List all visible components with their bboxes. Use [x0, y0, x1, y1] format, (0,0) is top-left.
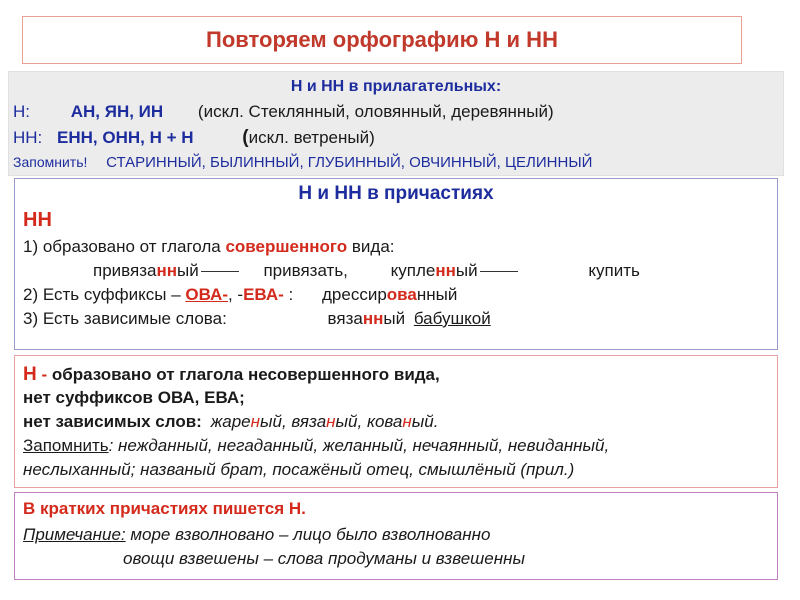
- single-n-label: Н: [23, 364, 37, 385]
- participles-nn-heading: НН: [23, 209, 52, 231]
- ex3-nn: нн: [416, 285, 436, 304]
- ex4-end: ый: [383, 309, 406, 328]
- title-box: [22, 16, 742, 64]
- ex2-stem: купле: [390, 261, 436, 280]
- ex2-end: ый: [455, 261, 478, 280]
- brief-heading: В кратких причастиях пишется Н.: [23, 499, 306, 518]
- ex1-stem: привяза: [93, 261, 157, 280]
- single-n-remember-words1: : нежданный, негаданный, желанный, нечаянный, невиданный,: [108, 436, 610, 455]
- ex2-arrow-line: [480, 271, 518, 272]
- ex2-nn: нн: [435, 261, 456, 280]
- single-n-rule3-text: нет зависимых слов:: [23, 412, 202, 431]
- ex4-dependent: бабушкой: [413, 309, 491, 328]
- single-n-rule1-text: образовано от глагола несовершенного вида,: [51, 365, 440, 384]
- brief-note2: овощи взвешены – слова продуманы и взвешенны: [123, 549, 525, 568]
- single-n-rule3: [23, 412, 438, 432]
- single-n-rule1: [23, 364, 440, 386]
- participles-rule2: [23, 285, 457, 305]
- page-title: Повторяем орфографию Н и НН: [206, 27, 558, 52]
- ex3-stem: дрессир: [322, 285, 387, 304]
- sn-ex2-end: ый,: [335, 412, 367, 431]
- sn-ex2-n: н: [326, 412, 336, 431]
- ex2-verb: купить: [588, 261, 640, 280]
- rule2-eva: ЕВА-: [243, 285, 284, 304]
- rule2-colon: :: [283, 285, 294, 304]
- sn-ex1-n: н: [250, 412, 260, 431]
- single-n-examples: [211, 412, 439, 431]
- ex4-nn: нн: [362, 309, 384, 328]
- sn-ex1-stem: жаре: [210, 412, 251, 431]
- rule1-suffix: вида:: [347, 237, 395, 256]
- adj-nn-row: [13, 127, 375, 149]
- single-n-rule2: нет суффиксов ОВА, ЕВА;: [23, 388, 245, 407]
- adj-remember-words: СТАРИННЫЙ, БЫЛИННЫЙ, ГЛУБИННЫЙ, ОВЧИННЫЙ, ЦЕЛИННЫЙ: [106, 154, 593, 171]
- participles-rule1: [23, 237, 395, 257]
- single-n-remember1: [23, 436, 609, 456]
- brief-note-label: Примечание:: [23, 525, 126, 544]
- brief-note1: [23, 525, 490, 545]
- ex4-stem: вяза: [327, 309, 363, 328]
- ex1-arrow-line: [201, 271, 239, 272]
- sn-ex1-end: ый,: [260, 412, 292, 431]
- rule1-keyword: совершенного: [225, 237, 348, 256]
- single-n-remember-label: Запомнить: [23, 436, 109, 455]
- adj-nn-exceptions-open: (: [242, 127, 249, 148]
- ex3-ova: ова: [386, 285, 417, 304]
- single-n-section: [14, 355, 778, 488]
- participles-examples1: [93, 261, 640, 281]
- rule2-ova: ОВА-: [185, 285, 228, 304]
- adj-n-row: [13, 102, 554, 122]
- sn-ex2-stem: вяза: [291, 412, 327, 431]
- adjectives-caption: Н и НН в прилагательных:: [290, 78, 502, 95]
- adj-nn-exceptions: искл. ветреный): [248, 128, 375, 147]
- sn-ex3-n: н: [402, 412, 412, 431]
- adj-remember-row: [13, 152, 592, 172]
- adj-n-exceptions: (искл. Стеклянный, оловянный, деревянный): [197, 102, 554, 121]
- ex3-end: ый: [435, 285, 458, 304]
- adj-n-label: Н:: [13, 102, 30, 121]
- adj-remember-label: Запомнить!: [13, 154, 88, 170]
- brief-note1-text: море взволновано – лицо было взволнованно: [125, 525, 491, 544]
- rule2-sep: , -: [227, 285, 244, 304]
- rule2-prefix: 2) Есть суффиксы –: [23, 285, 186, 304]
- single-n-dash: -: [36, 365, 52, 384]
- adj-n-suffixes: АН, ЯН, ИН: [70, 102, 164, 121]
- adj-nn-suffixes: ЕНН, ОНН, Н + Н: [57, 128, 194, 147]
- sn-ex3-end: ый.: [411, 412, 439, 431]
- adj-nn-label: НН:: [13, 128, 43, 147]
- brief-participles-section: [14, 492, 778, 580]
- rule3-text: 3) Есть зависимые слова:: [23, 309, 227, 328]
- ex1-nn: нн: [156, 261, 177, 280]
- single-n-remember2: неслыханный; названый брат, посажёный отец, смышлёный (прил.): [23, 460, 575, 479]
- participles-section: [14, 178, 778, 350]
- ex1-verb: привязать,: [263, 261, 348, 280]
- sn-ex3-stem: кова: [366, 412, 403, 431]
- rule1-prefix: 1) образовано от глагола: [23, 237, 226, 256]
- adjectives-section: [8, 71, 784, 176]
- participles-rule3: [23, 309, 491, 329]
- participles-caption: Н и НН в причастиях: [298, 183, 494, 204]
- ex1-end: ый: [177, 261, 199, 280]
